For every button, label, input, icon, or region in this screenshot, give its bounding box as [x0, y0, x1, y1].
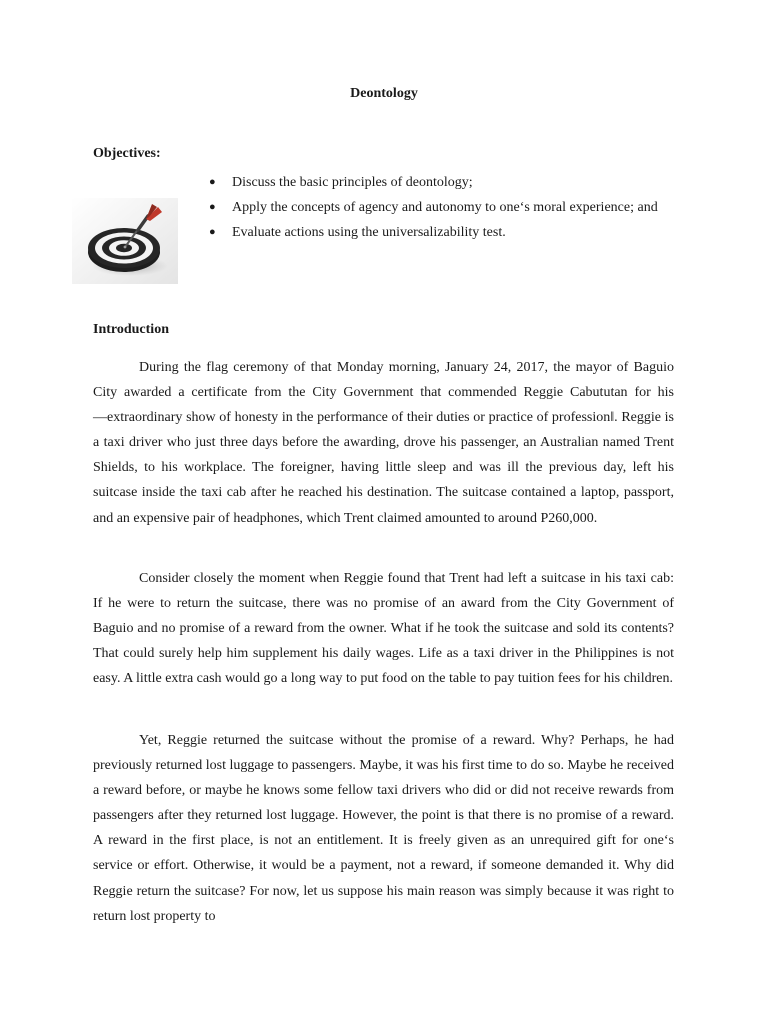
objective-item: [209, 220, 674, 245]
objective-item: [209, 170, 674, 195]
document-title: Deontology: [350, 86, 418, 101]
introduction-paragraph: Consider closely the moment when Reggie found that Trent had left a suitcase in his taxi cab: If he were to return the suitcase, there was no promise of an award from the City Government of Baguio and no promise of a reward from the owner. What if he took the suitcase and sold its contents? That could surely help him supplement his daily wages. Life as a taxi driver in the Philippines is not easy. A little extra cash would go a long way to put food on the table to pay tuition fees for his children.: [93, 571, 674, 687]
objective-text: Discuss the basic principles of deontology;: [232, 175, 473, 190]
objectives-list: [209, 170, 674, 245]
introduction-heading: Introduction: [93, 322, 169, 337]
objective-text: Apply the concepts of agency and autonomy to one‘s moral experience; and: [232, 200, 658, 215]
bullet-icon: ●: [209, 176, 216, 188]
bullet-icon: ●: [209, 201, 216, 213]
objective-item: [209, 195, 674, 220]
dartboard-bullseye-image: [72, 198, 178, 284]
bullet-icon: ●: [209, 226, 216, 238]
introduction-paragraph: During the flag ceremony of that Monday morning, January 24, 2017, the mayor of Baguio City awarded a certificate from the City Government that commended Reggie Cabututan for his ―extraordinary show of honesty in the performance of their duties or practice of profession‖. Reggie is a taxi driver who just three days before the awarding, drove his passenger, an Australian named Trent Shields, to his workplace. The foreigner, having little sleep and was ill the previous day, left his suitcase inside the taxi cab after he reached his destination. The suitcase contained a laptop, passport, and an expensive pair of headphones, which Trent claimed amounted to around P260,000.: [93, 360, 674, 526]
introduction-paragraph: Yet, Reggie returned the suitcase without the promise of a reward. Why? Perhaps, he had previously returned lost luggage to passengers. Maybe, it was his first time to do so. Maybe he received a reward before, or maybe he knows some fellow taxi drivers who did or did not receive rewards from passengers after they returned lost luggage. However, the point is that there is no promise of a reward. A reward in the first place, is not an entitlement. It is freely given as an unrequired gift for one‘s service or effort. Otherwise, it would be a payment, not a reward, if someone demanded it. Why did Reggie return the suitcase? For now, let us suppose his main reason was simply because it was right to return lost property to: [93, 733, 674, 924]
objective-text: Evaluate actions using the universalizability test.: [232, 225, 506, 240]
objectives-heading: Objectives:: [93, 146, 161, 161]
